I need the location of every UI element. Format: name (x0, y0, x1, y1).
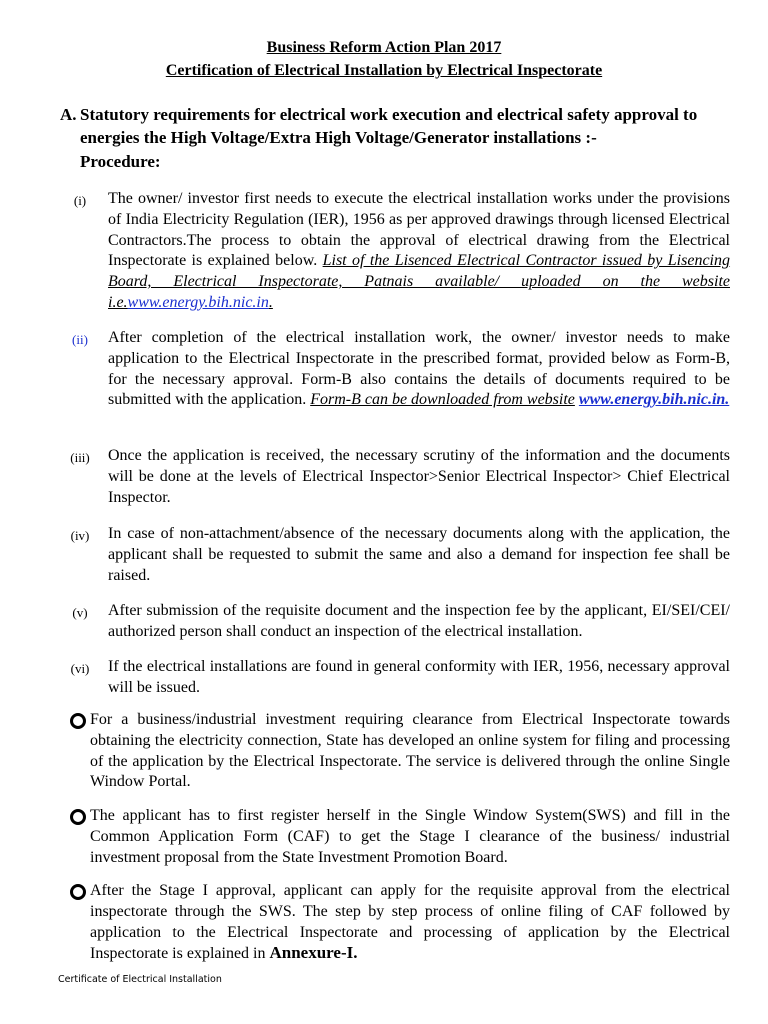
bullet-text: After the Stage I approval, applicant can apply for the requisite approval from the electrical inspectorate through the SWS. The step by step process of online filing of CAF followed by application to the Electrical Inspectorate and processing of application by the Electrical Inspectorate is explained in Annexure-I. (90, 882, 730, 963)
bullet-text: For a business/industrial investment requiring clearance from Electrical Inspectorate towards obtaining the electricity connection, State has developed an online system for filing and processing of the application by the Electrical Inspectorate. The service is delivered through the online Single Window Portal. (90, 711, 730, 791)
annexure-reference: Annexure-I. (269, 943, 358, 963)
item-text: After completion of the electrical installation work, the owner/ investor needs to make application to the Electrical Inspectorate in the prescribed format, provided below as Form-B, for the necessary approval. Form-B also contains the details of documents required to be submitted with the application. Form-B can be downloaded from website www.energy.bih.nic.in. (108, 329, 730, 409)
item-text: The owner/ investor first needs to execute the electrical installation works under the provisions of India Electricity Regulation (IER), 1956 as per approved drawings through licensed Electrical Contractors.The process to obtain the approval of electrical drawing from the Electrical Inspectorate is explained below. List of the Lisenced Electrical Contractor issued by Lisencing Board, Electrical Inspectorate, Patnais available/ uploaded on the website i.e.www.energy.bih.nic.in. (108, 190, 731, 311)
bullet-text: The applicant has to first register herself in the Single Window System(SWS) and fill in the Common Application Form (CAF) to get the Stage I clearance of the business/ industrial investment proposal from the State Investment Promotion Board. (90, 807, 730, 866)
item-number: (iii) (70, 450, 90, 465)
document-title: Business Reform Action Plan 2017 (266, 39, 502, 56)
section-a-label: A. (60, 105, 77, 124)
circle-bullet-icon (70, 884, 86, 900)
form-b-website-link[interactable]: www.energy.bih.nic.in. (578, 391, 730, 409)
contractor-list-note: List of the Lisenced Electrical Contractor issued by Lisencing Board, Electrical Inspectorate, Patnais available/ uploaded on the website i.e. (108, 252, 731, 311)
document-subtitle: Certification of Electrical Installation by Electrical Inspectorate (165, 62, 603, 79)
item-number: (i) (73, 193, 87, 208)
procedure-label: Procedure: (80, 152, 161, 171)
page-footer: Certificate of Electrical Installation (58, 974, 222, 985)
item-number: (vi) (70, 661, 90, 676)
circle-bullet-icon (70, 713, 86, 729)
item-number: (v) (72, 605, 88, 620)
circle-bullet-icon (70, 809, 86, 825)
section-a-heading (60, 103, 740, 149)
item-number: (iv) (70, 528, 90, 543)
energy-website-link[interactable]: www.energy.bih.nic.in (127, 293, 269, 311)
item-number: (ii) (72, 332, 88, 347)
item-text: After submission of the requisite document and the inspection fee by the applicant, EI/SEI/CEI/ authorized person shall conduct an inspection of the electrical installation. (108, 602, 730, 640)
item-text: In case of non-attachment/absence of the necessary documents along with the application, the applicant shall be requested to submit the same and also a demand for inspection fee shall be raised. (108, 525, 730, 584)
section-a-text: Statutory requirements for electrical work execution and electrical safety approval to energies the High Voltage/Extra High Voltage/Generator installations :- (80, 105, 698, 147)
form-b-download-note: Form-B can be downloaded from website (310, 391, 575, 409)
item-text: Once the application is received, the necessary scrutiny of the information and the documents will be done at the levels of Electrical Inspector>Senior Electrical Inspector> Chief Electrical Inspector. (108, 447, 730, 506)
item-text: If the electrical installations are found in general conformity with IER, 1956, necessary approval will be issued. (108, 658, 730, 696)
